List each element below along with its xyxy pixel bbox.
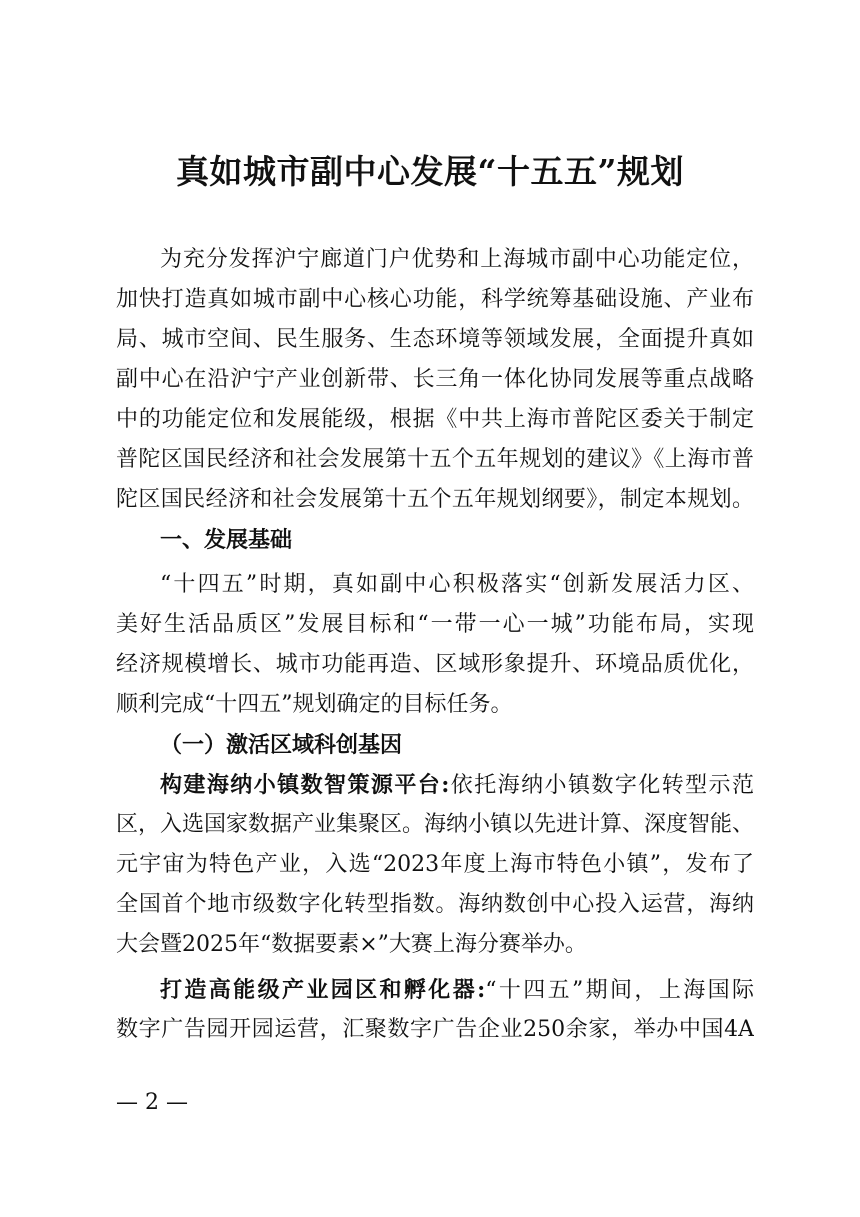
text-line: 全国首个地市级数字化转型指数。海纳数创中心投入运营，海纳 [116,892,754,917]
intro-paragraph [116,240,754,520]
text-line: 顺利完成“十四五”规划确定的目标任务。 [116,692,513,717]
text-line: 中的功能定位和发展能级，根据《中共上海市普陀区委关于制定 [116,407,754,432]
section-paragraph [116,565,754,725]
text-line: 普陀区国民经济和社会发展第十五个五年规划的建议》《上海市普 [116,447,754,472]
text-line [116,970,754,1010]
section-heading-text: 一、发展基础 [160,527,293,553]
text-run: 依托海纳小镇数字化转型示范 [449,773,754,798]
paragraph-lead: 构建海纳小镇数智策源平台: [160,772,450,798]
text-line: 经济规模增长、城市功能再造、区域形象提升、环境品质优化， [116,652,754,677]
text-line: 元宇宙为特色产业，入选“2023年度上海市特色小镇”，发布了 [116,852,754,877]
text-line: 区，入选国家数据产业集聚区。海纳小镇以先进计算、深度智能、 [116,812,754,837]
subsection-heading-text: （一）激活区域科创基因 [160,732,403,758]
paragraph-lead: 打造高能级产业园区和孵化器: [160,977,486,1003]
page-title: 真如城市副中心发展“十五五”规划 [176,152,684,191]
text-line: 美好生活品质区”发展目标和“一带一心一城”功能布局，实现 [116,612,754,637]
text-line: 加快打造真如城市副中心核心功能，科学统筹基础设施、产业布 [116,287,754,312]
text-line [116,765,754,805]
text-line: 数字广告园开园运营，汇聚数字广告企业250余家，举办中国4A [116,1017,754,1042]
text-line: 为充分发挥沪宁廊道门户优势和上海城市副中心功能定位， [160,247,754,272]
page-number: — 2 — [116,1090,188,1115]
text-line: 局、城市空间、民生服务、生态环境等领域发展，全面提升真如 [116,327,754,352]
text-run: “十四五”期间，上海国际 [485,978,754,1003]
platform-paragraph [116,765,754,965]
subsection-heading [116,725,754,765]
text-line: 大会暨2025年“数据要素×”大赛上海分赛举办。 [116,932,587,957]
section-heading [116,520,754,560]
park-paragraph [116,970,754,1050]
text-line: 副中心在沿沪宁产业创新带、长三角一体化协同发展等重点战略 [116,367,754,392]
text-line: 陀区国民经济和社会发展第十五个五年规划纲要》，制定本规划。 [116,487,754,512]
text-line: “十四五”时期，真如副中心积极落实“创新发展活力区、 [160,572,754,597]
